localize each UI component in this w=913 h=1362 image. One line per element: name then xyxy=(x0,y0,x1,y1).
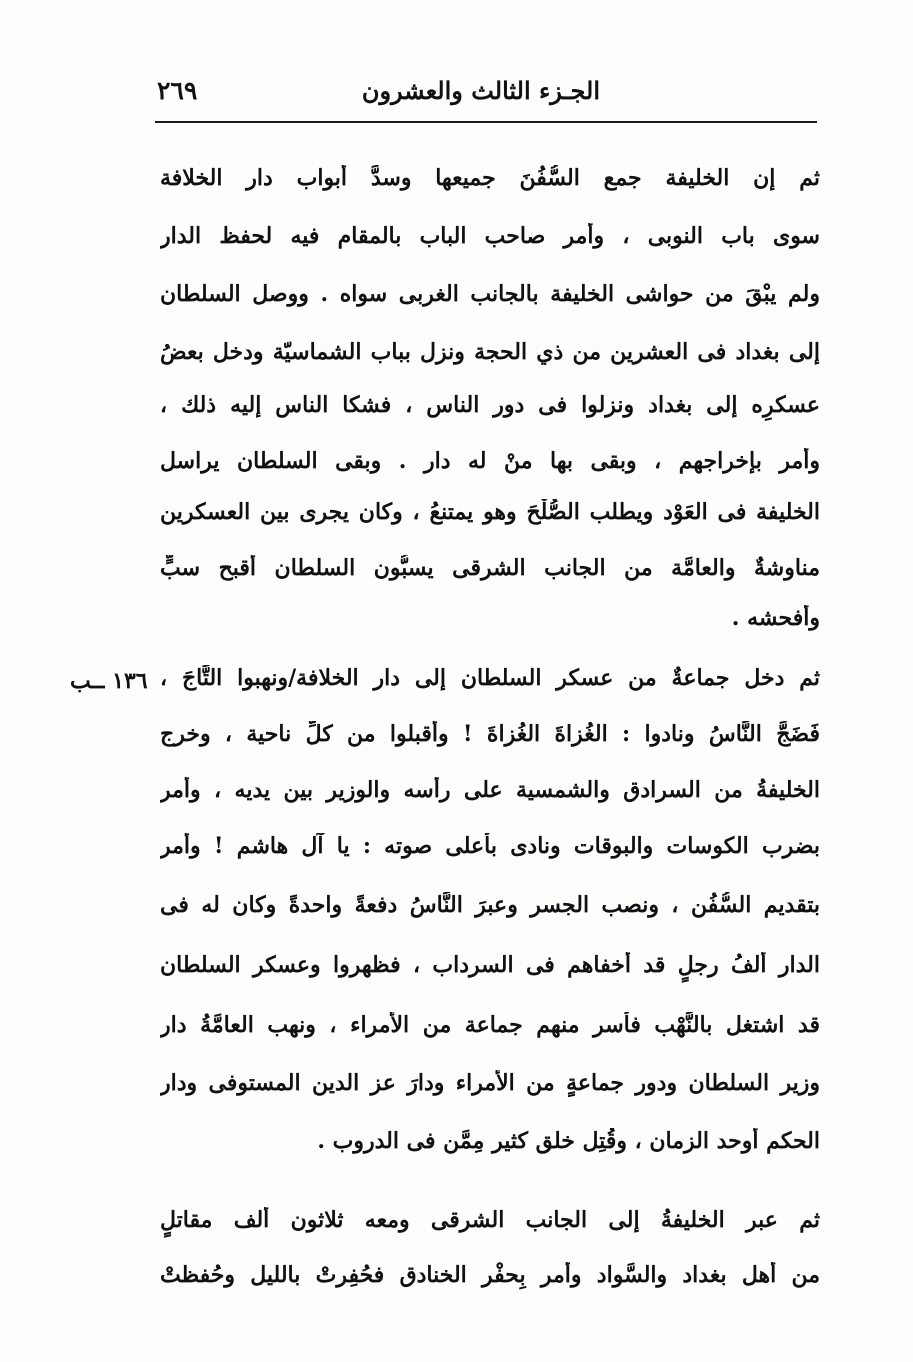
paragraph-3 xyxy=(160,1207,820,1307)
page-header xyxy=(155,74,815,118)
text-line: سوى باب النوبى ، وأمر صاحب الباب بالمقام فيه لحفظ الدار xyxy=(160,223,820,249)
text-line: الحكم أوحد الزمان ، وقُتِل خلق كثير مِمَّن فى الدروب . xyxy=(317,1128,820,1154)
text-line: فَضَجَّ النَّاسُ ونادوا : الغُزاةَ الغُزاةَ ! وأقبلوا من كلِّ ناحية ، وخرج xyxy=(160,721,820,747)
text-line: بضرب الكوسات والبوقات ونادى بأعلى صوته : يا آل هاشم ! وأمر xyxy=(160,833,820,859)
text-line: بتقديم السُّفُن ، ونصب الجسر وعبرَ النَّاسُ دفعةً واحدةً وكان له فى xyxy=(160,892,820,918)
header-rule xyxy=(155,121,817,123)
page-number: ٢٦٩ xyxy=(157,76,198,105)
text-line: الدار ألفُ رجلٍ قد أخفاهم فى السرداب ، فظهروا وعسكر السلطان xyxy=(160,952,820,978)
text-line: إلى بغداد فى العشرين من ذي الحجة ونزل بباب الشماسيّة ودخل بعضُ xyxy=(160,339,820,365)
text-line: من أهل بغداد والسَّواد وأمر بِحفْر الخنادق فحُفِرتْ بالليل وحُفظتْ xyxy=(160,1262,820,1288)
running-title: الجـزء الثالث والعشرون xyxy=(361,76,600,105)
text-line: ولم يبْقَ من حواشى الخليفة بالجانب الغربى سواه . ووصل السلطان xyxy=(160,281,820,307)
text-line: قد اشتغل بالنَّهْب فأسر منهم جماعة من الأُمراء ، ونهب العامَّةُ دار xyxy=(160,1012,820,1038)
paragraph-1 xyxy=(160,165,820,635)
text-line: وزير السلطان ودور جماعةٍ من الأُمراء ودارَ عز الدين المستوفى ودار xyxy=(160,1070,820,1096)
margin-folio-note: ١٣٦ ــب xyxy=(70,668,148,694)
text-line: وأمر بإخراجهم ، وبقى بها منْ له دار . وبقى السلطان يراسل xyxy=(160,448,820,474)
text-line: ثم إن الخليفة جمع السُّفُنَ جميعها وسدَّ أبواب دار الخلافة xyxy=(160,165,820,191)
text-line: مناوشةٌ والعامَّة من الجانب الشرقى يسبُّون السلطان أقبح سبٍّ xyxy=(160,555,820,581)
text-line: الخليفةُ من السرادق والشمسية على رأسه والوزير بين يديه ، وأمر xyxy=(160,777,820,803)
text-line: عسكرِه إلى بغداد ونزلوا فى دور الناس ، فشكا الناس إليه ذلك ، xyxy=(160,392,820,418)
text-line: ثم دخل جماعةٌ من عسكر السلطان إلى دار الخلافة/ونهبوا التَّاجَ ، xyxy=(160,665,820,691)
paragraph-2 xyxy=(160,665,820,1165)
text-line: ثم عبر الخليفةُ إلى الجانب الشرقى ومعه ثلاثون ألف مقاتلٍ xyxy=(160,1207,820,1233)
text-line: الخليفة فى العَوْد ويطلب الصُّلْحَ وهو يمتنعُ ، وكان يجرى بين العسكرين xyxy=(160,499,820,525)
text-line: وأفحشه . xyxy=(731,605,820,631)
